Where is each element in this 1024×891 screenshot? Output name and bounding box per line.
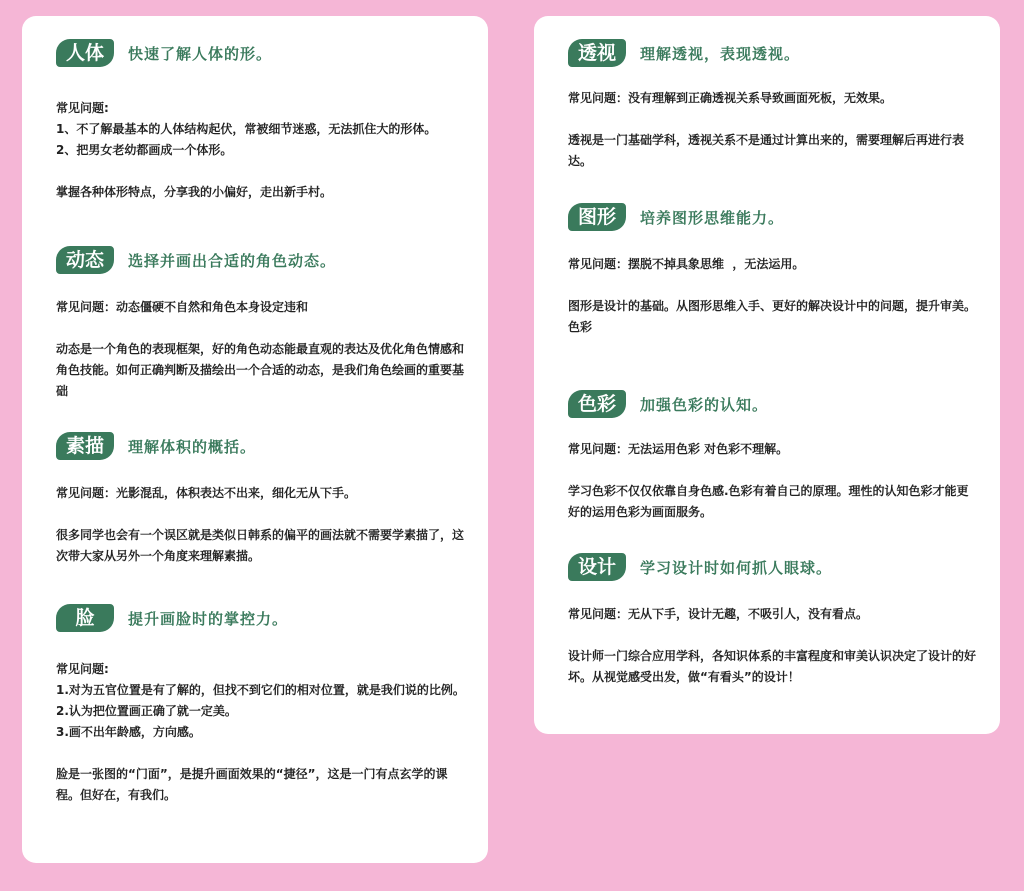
section-tag: 人体 — [56, 39, 114, 67]
section-body — [56, 38, 466, 203]
section-body — [56, 431, 466, 567]
section-text: 常见问题：动态僵硬不自然和角色本身设定违和 动态是一个角色的表现框架，好的角色动态能最直观的表达及优化角色情感和角色技能。如何正确判断及描绘出一个合适的动态，是我们角色绘画的重要基础 — [56, 300, 465, 398]
section-text: 常见问题：光影混乱，体积表达不出来，细化无从下手。 很多同学也会有一个误区就是类似日韩系的偏平的画法就不需要学素描了，这次带大家从另外一个角度来理解素描。 — [56, 486, 465, 563]
section-body — [568, 38, 978, 172]
section-subtitle: 加强色彩的认知。 — [640, 395, 769, 414]
section-text: 常见问题：摆脱不掉具象思维 ，无法运用。 图形是设计的基础。从图形思维入手、更好的解决设计中的问题，提升审美。 色彩 — [568, 257, 977, 334]
section-body — [56, 603, 466, 806]
section-header — [568, 389, 978, 419]
section-header — [56, 431, 466, 461]
section-text: 常见问题：无从下手，设计无趣，不吸引人，没有看点。 设计师一门综合应用学科，各知识体系的丰富程度和审美认识决定了设计的好坏。从视觉感受出发，做“有看头”的设计！ — [568, 607, 977, 684]
left-card — [22, 16, 488, 863]
section-body — [568, 202, 978, 338]
section-tag: 色彩 — [568, 390, 626, 418]
section-text: 常见问题: 1、不了解最基本的人体结构起伏，常被细节迷惑，无法抓住大的形体。 2、把男女老幼都画成一个体形。 掌握各种体形特点，分享我的小偏好，走出新手村。 — [56, 101, 437, 199]
section-header — [568, 552, 978, 582]
section-subtitle: 学习设计时如何抓人眼球。 — [640, 558, 833, 577]
section-header — [568, 202, 978, 232]
section-subtitle: 选择并画出合适的角色动态。 — [128, 251, 337, 270]
section-body — [56, 245, 466, 402]
section-header — [56, 38, 466, 68]
section-body — [568, 389, 978, 523]
section-tag: 脸 — [56, 604, 114, 632]
section-text: 常见问题: 1.对为五官位置是有了解的，但找不到它们的相对位置，就是我们说的比例。 2.认为把位置画正确了就一定美。 3.画不出年龄感，方向感。 脸是一张图的“门面”，是提升画面效果的“捷径”，这是一门有点玄学的课程。但好在，有我们。 — [56, 662, 465, 802]
section-tag: 素描 — [56, 432, 114, 460]
section-tag: 图形 — [568, 203, 626, 231]
section-tag: 透视 — [568, 39, 626, 67]
section-subtitle: 理解体积的概括。 — [128, 437, 257, 456]
section-subtitle: 快速了解人体的形。 — [128, 44, 273, 63]
section-subtitle: 提升画脸时的掌控力。 — [128, 609, 289, 628]
section-body — [568, 552, 978, 688]
section-subtitle: 理解透视，表现透视。 — [640, 44, 801, 63]
section-header — [56, 245, 466, 275]
section-text: 常见问题：没有理解到正确透视关系导致画面死板，无效果。 透视是一门基础学科，透视关系不是通过计算出来的，需要理解后再进行表达。 — [568, 91, 965, 168]
section-text: 常见问题：无法运用色彩 对色彩不理解。 学习色彩不仅仅依靠自身色感.色彩有着自己的原理。理性的认知色彩才能更好的运用色彩为画面服务。 — [568, 442, 969, 519]
section-tag: 动态 — [56, 246, 114, 274]
right-card — [534, 16, 1000, 734]
section-header — [56, 603, 466, 633]
section-subtitle: 培养图形思维能力。 — [640, 208, 785, 227]
section-header — [568, 38, 978, 68]
section-tag: 设计 — [568, 553, 626, 581]
